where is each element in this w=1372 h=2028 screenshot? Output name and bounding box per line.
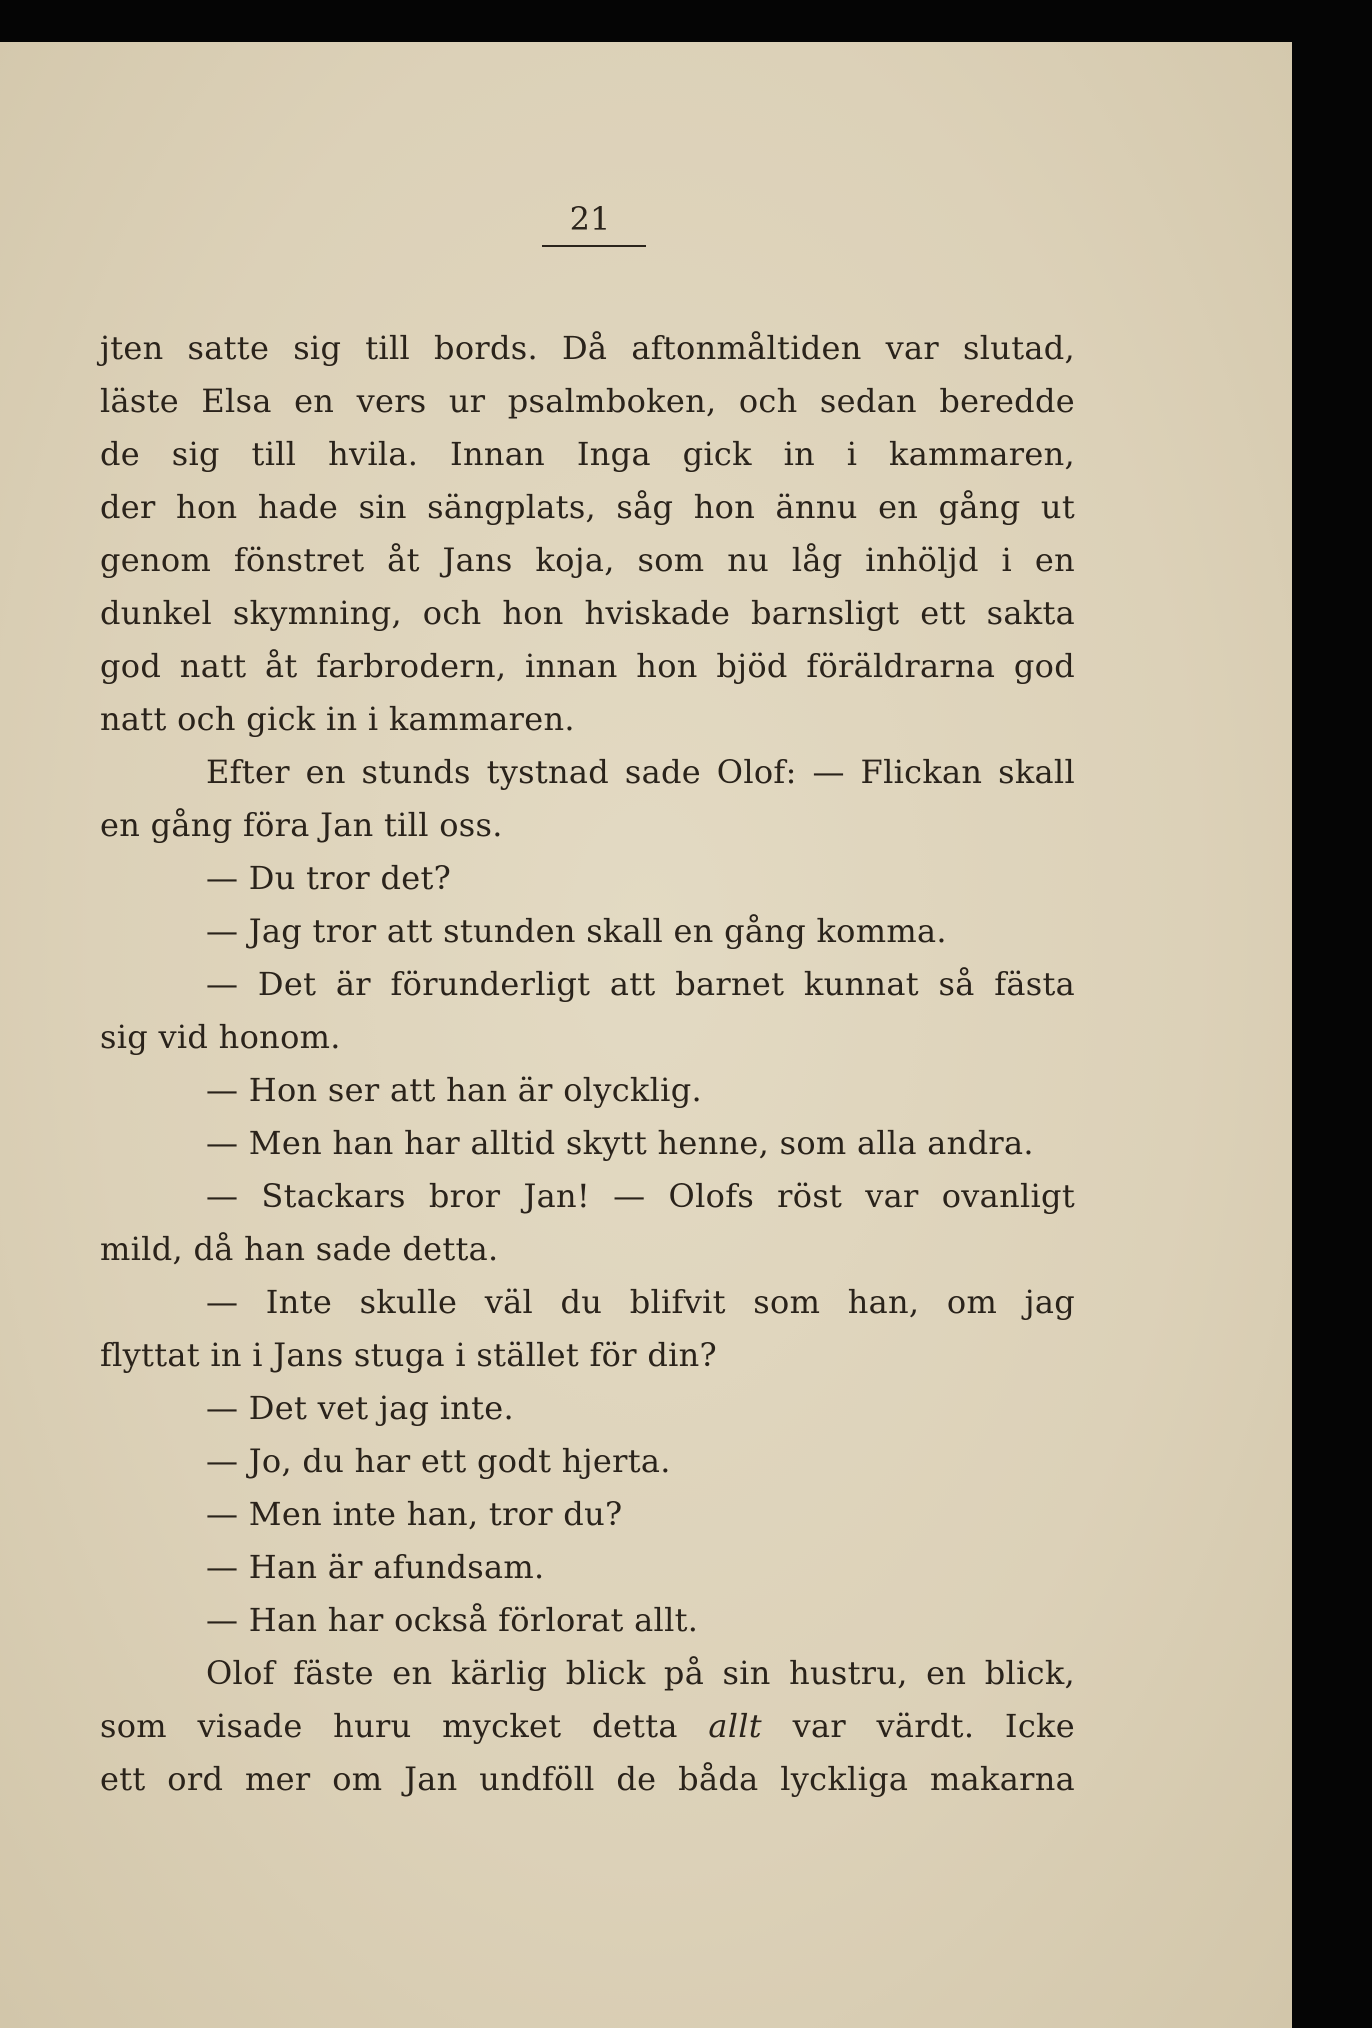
text-line: — Du tror det? [206,859,452,897]
body-text [100,322,1075,1806]
page-number-rule [542,245,646,247]
text-line: — Det är förunderligt att barnet kunnat så fästa [206,965,1075,1003]
text-line: — Jag tror att stunden skall en gång komma. [206,912,947,950]
text-line: mild, då han sade detta. [100,1230,499,1268]
text-line: genom fönstret åt Jans koja, som nu låg inhöljd i en [100,541,1075,579]
text-line: dunkel skymning, och hon hviskade barnsligt ett sakta [100,594,1075,632]
text-line: — Men han har alltid skytt henne, som alla andra. [206,1124,1034,1162]
page-number: 21 [569,200,611,238]
text-line: ett ord mer om Jan undföll de båda lyckliga makarna [100,1760,1075,1798]
text-line: de sig till hvila. Innan Inga gick in i kammaren, [100,435,1075,473]
text-line: sig vid honom. [100,1018,341,1056]
text-line: som visade huru mycket detta allt var värdt. Icke [100,1707,1075,1745]
text-line: — Jo, du har ett godt hjerta. [206,1442,671,1480]
text-line: der hon hade sin sängplats, såg hon ännu en gång ut [100,488,1075,526]
text-line: — Inte skulle väl du blifvit som han, om jag [206,1283,1075,1321]
text-line: — Det vet jag inte. [206,1389,515,1427]
book-page [0,42,1292,2028]
text-line: natt och gick in i kammaren. [100,700,575,738]
text-line: jten satte sig till bords. Då aftonmåltiden var slutad, [100,329,1075,367]
text-line: — Hon ser att han är olycklig. [206,1071,702,1109]
text-line: Olof fäste en kärlig blick på sin hustru, en blick, [206,1654,1075,1692]
text-line: — Men inte han, tror du? [206,1495,623,1533]
text-line: Efter en stunds tystnad sade Olof: — Flickan skall [206,753,1075,791]
text-line: — Stackars bror Jan! — Olofs röst var ovanligt [206,1177,1075,1215]
text-line: — Han är afundsam. [206,1548,545,1586]
text-line: flyttat in i Jans stuga i stället för din? [100,1336,718,1374]
text-line: en gång föra Jan till oss. [100,806,503,844]
text-line: — Han har också förlorat allt. [206,1601,699,1639]
text-line: god natt åt farbrodern, innan hon bjöd föräldrarna god [100,647,1075,685]
text-line: läste Elsa en vers ur psalmboken, och sedan beredde [100,382,1075,420]
